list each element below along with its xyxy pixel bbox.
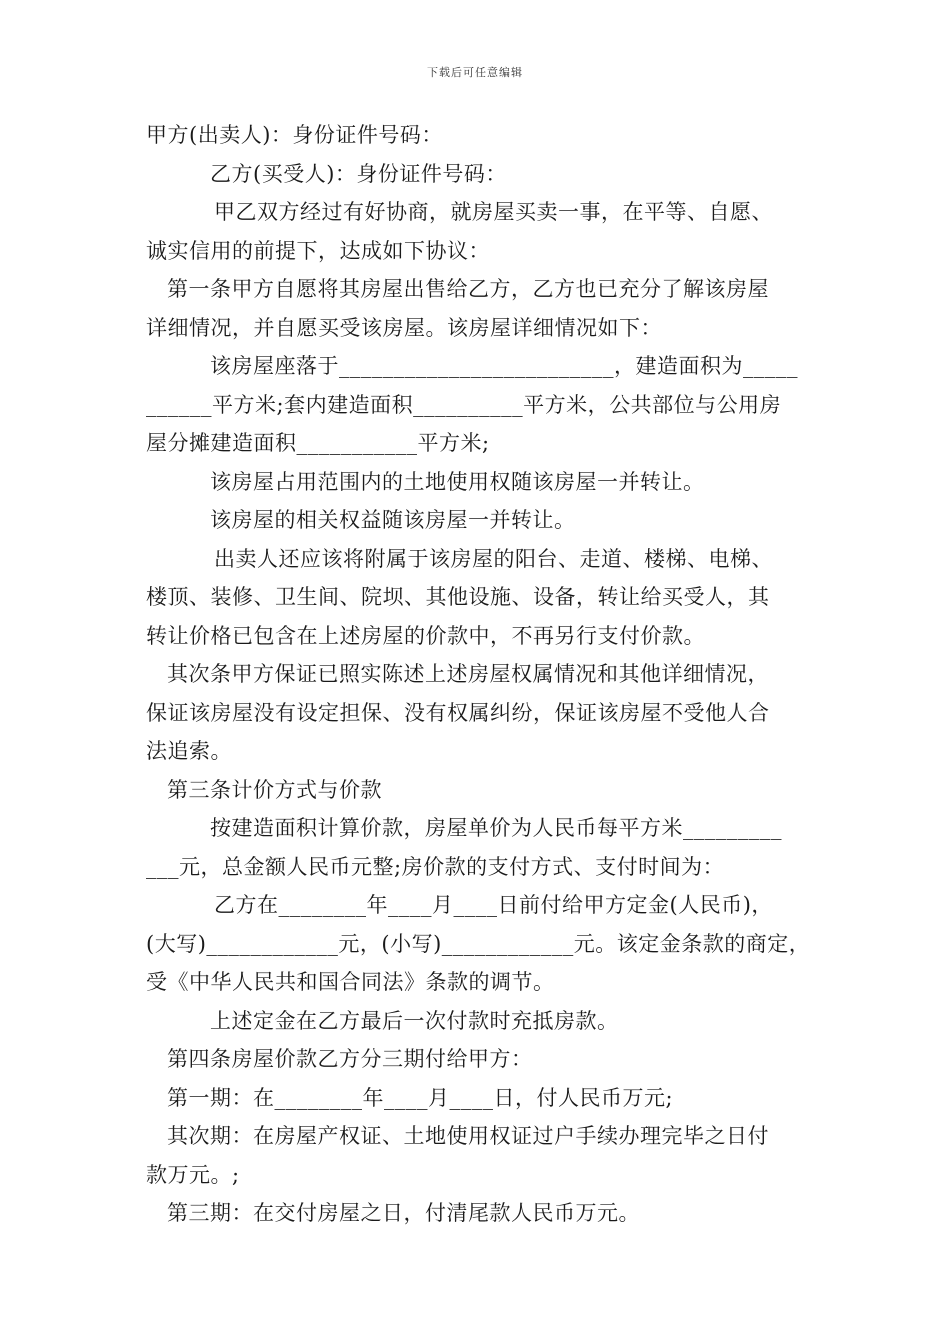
paragraph-line: 甲乙双方经过有好协商，就房屋买卖一事，在平等、自愿、 bbox=[214, 200, 773, 224]
paragraph-line: 该房屋占用范围内的土地使用权随该房屋一并转让。 bbox=[210, 469, 705, 494]
paragraph-line: (大写)____________元，(小写)____________元。该定金条款的商定， bbox=[146, 931, 811, 956]
paragraph-line: 受《中华人民共和国合同法》条款的调节。 bbox=[146, 970, 555, 994]
paragraph-line: ______平方米;套内建造面积__________平方米，公共部位与公用房 bbox=[146, 392, 782, 417]
paragraph-line: ___元，总金额人民币元整;房价款的支付方式、支付时间为： bbox=[146, 854, 725, 879]
paragraph-line: 出卖人还应该将附属于该房屋的阳台、走道、楼梯、电梯、 bbox=[214, 546, 773, 571]
paragraph-line: 其次条甲方保证已照实陈述上述房屋权属情况和其他详细情况， bbox=[167, 662, 769, 686]
paragraph-line: 该房屋座落于_________________________，建造面积为_____ bbox=[210, 354, 798, 378]
paragraph-line: 第三条计价方式与价款 bbox=[167, 777, 382, 802]
paragraph-line: 该房屋的相关权益随该房屋一并转让。 bbox=[210, 508, 576, 532]
paragraph-line: 第四条房屋价款乙方分三期付给甲方： bbox=[167, 1047, 533, 1071]
paragraph-line: 甲方(出卖人)：身份证件号码： bbox=[146, 123, 443, 147]
paragraph-line: 第一期：在________年____月____日，付人民币万元; bbox=[167, 1085, 674, 1110]
paragraph-line: 乙方在________年____月____日前付给甲方定金(人民币)， bbox=[214, 893, 773, 917]
paragraph-line: 楼顶、装修、卫生间、院坝、其他设施、设备，转让给买受人，其 bbox=[146, 585, 770, 609]
paragraph-line: 诚实信用的前提下，达成如下协议： bbox=[146, 238, 490, 263]
paragraph-line: 款万元。; bbox=[146, 1162, 240, 1187]
paragraph-line: 详细情况，并自愿买受该房屋。该房屋详细情况如下： bbox=[146, 315, 662, 340]
paragraph-line: 上述定金在乙方最后一次付款时充抵房款。 bbox=[210, 1008, 619, 1033]
paragraph-line: 第三期：在交付房屋之日，付清尾款人民币万元。 bbox=[167, 1201, 640, 1225]
paragraph-line: 第一条甲方自愿将其房屋出售给乙方，乙方也已充分了解该房屋 bbox=[167, 277, 769, 301]
paragraph-line: 按建造面积计算价款，房屋单价为人民币每平方米_________ bbox=[210, 816, 782, 840]
paragraph-line: 转让价格已包含在上述房屋的价款中，不再另行支付价款。 bbox=[146, 623, 705, 648]
paragraph-line: 屋分摊建造面积___________平方米; bbox=[146, 431, 490, 455]
paragraph-line: 其次期：在房屋产权证、土地使用权证过户手续办理完毕之日付 bbox=[167, 1124, 769, 1148]
paragraph-line: 法追索。 bbox=[146, 739, 232, 763]
paragraph-line: 保证该房屋没有设定担保、没有权属纠纷，保证该房屋不受他人合 bbox=[146, 700, 770, 725]
paragraph-line: 乙方(买受人)：身份证件号码： bbox=[210, 161, 507, 186]
document-body bbox=[146, 116, 818, 1233]
page-header: 下载后可任意编辑 bbox=[427, 66, 523, 79]
